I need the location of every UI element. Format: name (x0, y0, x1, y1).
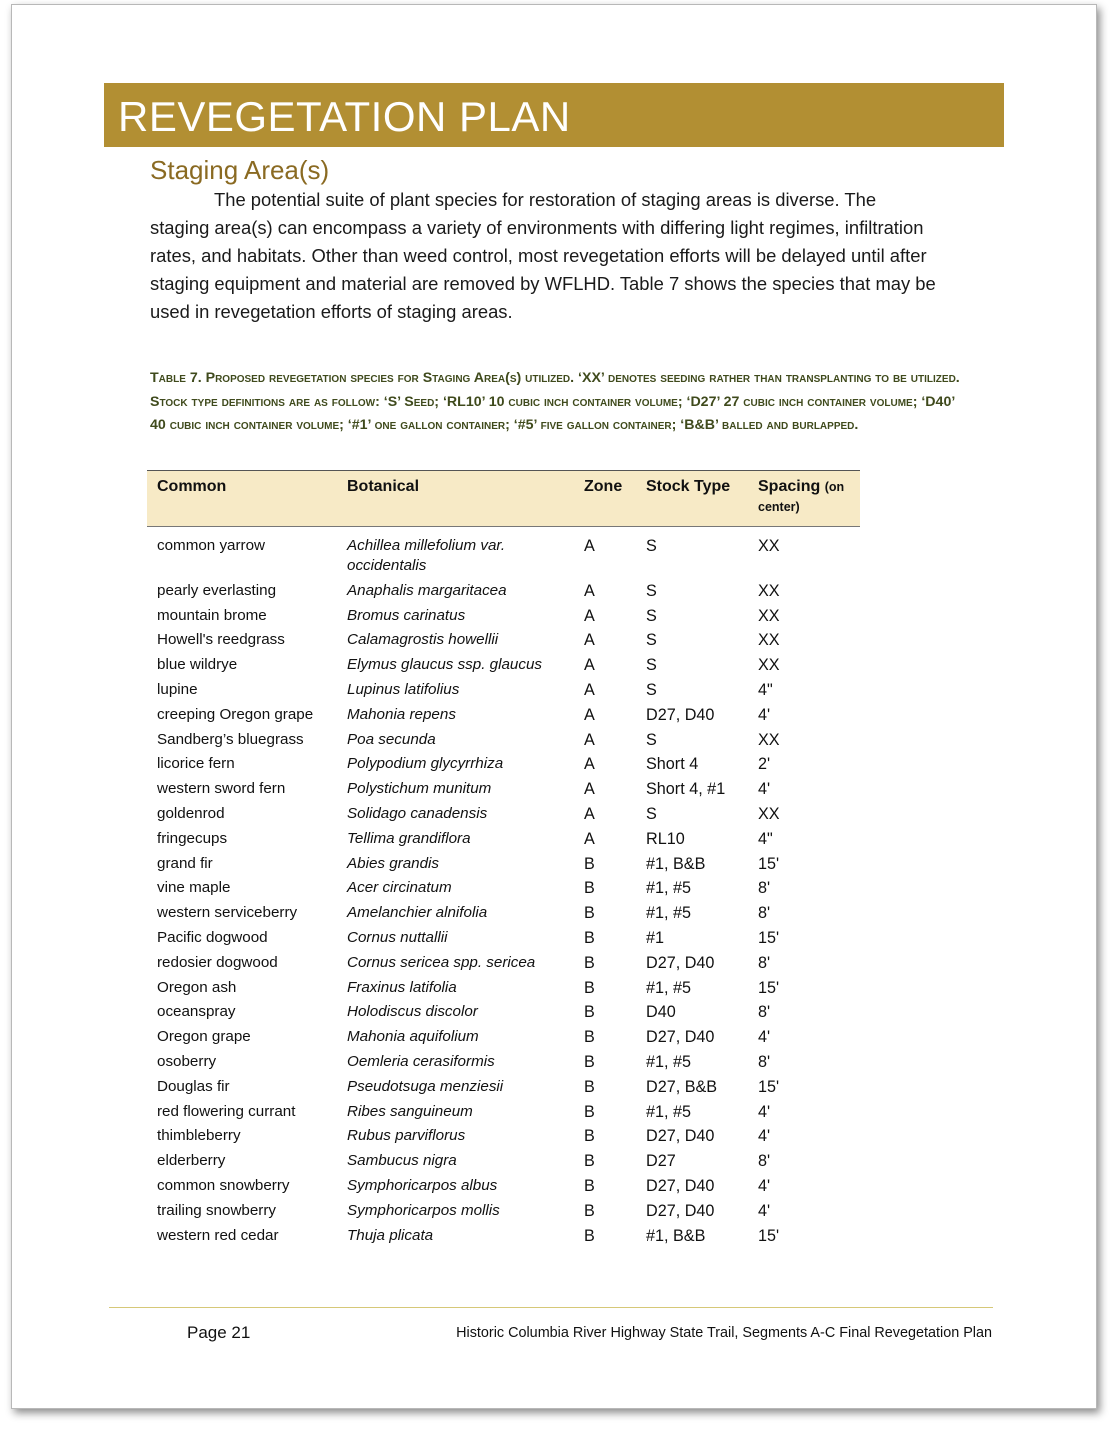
spacing-cell: 4' (758, 1102, 771, 1121)
stock-type-cell: S (646, 680, 657, 699)
zone-cell: A (584, 755, 595, 774)
botanical-name-cell: Acer circinatum (347, 879, 452, 897)
stock-type-cell: #1, B&B (646, 854, 706, 873)
table-body (147, 527, 860, 1250)
table-row (147, 803, 860, 828)
botanical-name-cell: Anaphalis margaritacea (347, 581, 507, 599)
common-name-cell: Oregon grape (157, 1028, 251, 1046)
botanical-name-cell: Bromus carinatus (347, 606, 466, 624)
common-name-cell: licorice fern (157, 755, 235, 773)
botanical-name-cell: Tellima grandiflora (347, 829, 471, 847)
spacing-cell: 15' (758, 854, 780, 873)
common-name-cell: lupine (157, 680, 198, 698)
common-name-cell: trailing snowberry (157, 1201, 277, 1219)
table-row (147, 729, 860, 754)
spacing-cell: 4' (758, 1201, 771, 1220)
spacing-cell: 15' (758, 978, 780, 997)
stock-type-cell: #1 (646, 928, 665, 947)
botanical-name-cell: Amelanchier alnifolia (347, 904, 488, 922)
col-spacing: Spacing (on center) (748, 471, 860, 527)
common-name-cell: pearly everlasting (157, 581, 277, 599)
table-row (147, 927, 860, 952)
stock-type-cell: #1, #5 (646, 1052, 692, 1071)
page-title: REVEGETATION PLAN (118, 93, 571, 140)
table-row (147, 1175, 860, 1200)
common-name-cell: mountain brome (157, 606, 267, 624)
common-name-cell: blue wildrye (157, 656, 238, 674)
zone-cell: B (584, 1176, 595, 1195)
spacing-cell: XX (758, 606, 780, 625)
botanical-name-cell: Abies grandis (347, 854, 440, 872)
stock-type-cell: D27, D40 (646, 705, 715, 724)
stock-type-cell: S (646, 606, 657, 625)
botanical-name-cell: Cornus nuttallii (347, 928, 448, 946)
common-name-cell: redosier dogwood (157, 953, 278, 971)
botanical-name-cell: Cornus sericea spp. sericea (347, 953, 536, 971)
zone-cell: B (584, 953, 595, 972)
botanical-name-cell: Symphoricarpos mollis (347, 1201, 500, 1219)
zone-cell: A (584, 581, 595, 600)
zone-cell: A (584, 730, 595, 749)
botanical-name-cell: Polystichum munitum (347, 780, 492, 798)
table-row (147, 1200, 860, 1225)
spacing-cell: XX (758, 581, 780, 600)
footer-document-title: Historic Columbia River Highway State Trail, Segments A-C Final Revegetation Plan (456, 1325, 992, 1341)
botanical-name-cell: Pseudotsuga menziesii (347, 1077, 504, 1095)
zone-cell: A (584, 680, 595, 699)
stock-type-cell: S (646, 537, 657, 555)
stock-type-cell: D27, D40 (646, 1201, 715, 1220)
common-name-cell: vine maple (157, 879, 231, 897)
spacing-cell: XX (758, 730, 780, 749)
botanical-name-cell: Sambucus nigra (347, 1152, 457, 1170)
zone-cell: A (584, 656, 595, 675)
spacing-cell: 8' (758, 1152, 771, 1171)
table-row (147, 753, 860, 778)
stock-type-cell: D27, D40 (646, 1127, 715, 1146)
stock-type-cell: S (646, 631, 657, 650)
stock-type-cell: D27, D40 (646, 953, 715, 972)
spacing-cell: 4' (758, 1028, 771, 1047)
common-name-cell: oceanspray (157, 1003, 236, 1021)
stock-type-cell: S (646, 656, 657, 675)
table-row (147, 527, 860, 580)
stock-type-cell: #1, #5 (646, 978, 692, 997)
stock-type-cell: D27, B&B (646, 1077, 718, 1096)
table-row (147, 977, 860, 1002)
table-row (147, 1125, 860, 1150)
table-caption: Table 7. Proposed revegetation species for Staging Area(s) utilized. ‘XX’ denotes seeding rather than transplanting to be utilized. Stock type definitions are as follow: ‘S’ Seed; ‘RL10’ 10 cubic inch container volume; ‘D27’ 27 cubic inch container volume; ‘D40’ 40 cubic inch container volume; ‘#1’ one gallon container; ‘#5’ five gallon container; ‘B&B’ balled and burlapped. (150, 370, 960, 433)
table-row (147, 679, 860, 704)
stock-type-cell: S (646, 581, 657, 600)
zone-cell: B (584, 879, 595, 898)
table-row (147, 704, 860, 729)
stock-type-cell: #1, #5 (646, 904, 692, 923)
botanical-name-cell: Rubus parviflorus (347, 1127, 466, 1145)
common-name-cell: creeping Oregon grape (157, 705, 314, 723)
stock-type-cell: Short 4, #1 (646, 780, 726, 799)
zone-cell: B (584, 1052, 595, 1071)
zone-cell: A (584, 804, 595, 823)
section-heading: Staging Area(s) (150, 155, 330, 185)
zone-cell: A (584, 606, 595, 625)
common-name-cell: western serviceberry (157, 904, 298, 922)
zone-cell: B (584, 1127, 595, 1146)
zone-cell: B (584, 928, 595, 947)
botanical-name-cell: Symphoricarpos albus (347, 1176, 498, 1194)
zone-cell: A (584, 705, 595, 724)
spacing-cell: 15' (758, 928, 780, 947)
zone-cell: B (584, 1226, 595, 1245)
zone-cell: A (584, 780, 595, 799)
table-row (147, 828, 860, 853)
spacing-cell: XX (758, 631, 780, 650)
col-botanical: Botanical (337, 471, 574, 527)
page-number: Page 21 (187, 1323, 251, 1342)
table-row (147, 1026, 860, 1051)
table-row (147, 654, 860, 679)
zone-cell: B (584, 854, 595, 873)
table-row (147, 1051, 860, 1076)
table-row (147, 1001, 860, 1026)
col-common: Common (147, 471, 337, 527)
botanical-name-cell: Holodiscus discolor (347, 1003, 478, 1021)
common-name-cell: Sandberg’s bluegrass (157, 730, 304, 748)
col-stock-type: Stock Type (636, 471, 748, 527)
table-row (147, 1101, 860, 1126)
zone-cell: B (584, 1201, 595, 1220)
common-name-cell: common snowberry (157, 1176, 290, 1194)
spacing-cell: 8' (758, 1052, 771, 1071)
spacing-cell: 15' (758, 1226, 780, 1245)
spacing-cell: XX (758, 537, 780, 555)
species-table (147, 470, 860, 1249)
title-banner (104, 83, 1004, 147)
stock-type-cell: Short 4 (646, 755, 699, 774)
spacing-cell: 4' (758, 1176, 771, 1195)
common-name-cell: Oregon ash (157, 978, 237, 996)
stock-type-cell: RL10 (646, 829, 685, 848)
botanical-name-cell: Oemleria cerasiformis (347, 1052, 495, 1070)
intro-paragraph: The potential suite of plant species for restoration of staging areas is diverse. The staging area(s) can encompass a variety of environments with differing light regimes, infiltration rates, and habitats. Other than weed control, most revegetation efforts will be delayed until after staging equipment and material are removed by WFLHD. Table 7 shows the species that may be used in revegetation efforts of staging areas. (150, 189, 936, 322)
botanical-name-cell: Elymus glaucus ssp. glaucus (347, 656, 542, 674)
stock-type-cell: D27, D40 (646, 1028, 715, 1047)
zone-cell: B (584, 1003, 595, 1022)
stock-type-cell: S (646, 804, 657, 823)
botanical-name-cell: Poa secunda (347, 730, 436, 748)
zone-cell: B (584, 1152, 595, 1171)
spacing-cell: 4" (758, 829, 773, 848)
common-name-cell: Douglas fir (157, 1077, 230, 1095)
botanical-name-cell: Polypodium glycyrrhiza (347, 755, 504, 773)
stock-type-cell: #1, #5 (646, 1102, 692, 1121)
common-name-cell: thimbleberry (157, 1127, 241, 1145)
spacing-cell: 8' (758, 1003, 771, 1022)
common-name-cell: grand fir (157, 854, 213, 872)
common-name-cell: Pacific dogwood (157, 928, 268, 946)
zone-cell: B (584, 1077, 595, 1096)
spacing-cell: 4' (758, 1127, 771, 1146)
common-name-cell: goldenrod (157, 804, 225, 822)
spacing-cell: 4' (758, 780, 771, 799)
botanical-name-cell: Lupinus latifolius (347, 680, 460, 698)
botanical-name-cell: Mahonia aquifolium (347, 1028, 479, 1046)
stock-type-cell: S (646, 730, 657, 749)
table-row (147, 952, 860, 977)
botanical-name-cell: Calamagrostis howellii (347, 631, 499, 649)
footer-divider (109, 1307, 993, 1308)
common-name-cell: common yarrow (157, 537, 266, 554)
table-row (147, 778, 860, 803)
common-name-cell: western red cedar (157, 1226, 279, 1244)
stock-type-cell: D27 (646, 1152, 676, 1171)
spacing-cell: 8' (758, 904, 771, 923)
table-row (147, 629, 860, 654)
spacing-cell: 8' (758, 879, 771, 898)
common-name-cell: red flowering currant (157, 1102, 296, 1120)
table-row (147, 877, 860, 902)
spacing-cell: XX (758, 804, 780, 823)
table-row (147, 1076, 860, 1101)
common-name-cell: western sword fern (157, 780, 286, 798)
zone-cell: B (584, 1028, 595, 1047)
table-row (147, 1225, 860, 1250)
botanical-name-cell: Fraxinus latifolia (347, 978, 457, 996)
stock-type-cell: #1, B&B (646, 1226, 706, 1245)
botanical-name-cell: Thuja plicata (347, 1226, 434, 1244)
spacing-cell: XX (758, 656, 780, 675)
col-zone: Zone (574, 471, 636, 527)
botanical-name-cell: Ribes sanguineum (347, 1102, 473, 1120)
spacing-cell: 2' (758, 755, 771, 774)
table-row (147, 605, 860, 630)
spacing-cell: 8' (758, 953, 771, 972)
common-name-cell: fringecups (157, 829, 228, 847)
zone-cell: A (584, 631, 595, 650)
zone-cell: B (584, 978, 595, 997)
zone-cell: B (584, 904, 595, 923)
spacing-cell: 15' (758, 1077, 780, 1096)
zone-cell: B (584, 1102, 595, 1121)
spacing-cell: 4' (758, 705, 771, 724)
table-row (147, 1150, 860, 1175)
common-name-cell: Howell's reedgrass (157, 631, 285, 649)
zone-cell: A (584, 537, 595, 555)
zone-cell: A (584, 829, 595, 848)
table-row (147, 853, 860, 878)
stock-type-cell: D27, D40 (646, 1176, 715, 1195)
botanical-name-cell: Mahonia repens (347, 705, 456, 723)
table-row (147, 902, 860, 927)
botanical-name-cell: Achillea millefolium var. occidentalis (347, 537, 506, 574)
common-name-cell: osoberry (157, 1052, 217, 1070)
document-page (11, 4, 1097, 1409)
common-name-cell: elderberry (157, 1152, 226, 1170)
table-row (147, 580, 860, 605)
stock-type-cell: D40 (646, 1003, 676, 1022)
spacing-cell: 4" (758, 680, 773, 699)
botanical-name-cell: Solidago canadensis (347, 804, 488, 822)
stock-type-cell: #1, #5 (646, 879, 692, 898)
table-header-row (147, 471, 860, 527)
